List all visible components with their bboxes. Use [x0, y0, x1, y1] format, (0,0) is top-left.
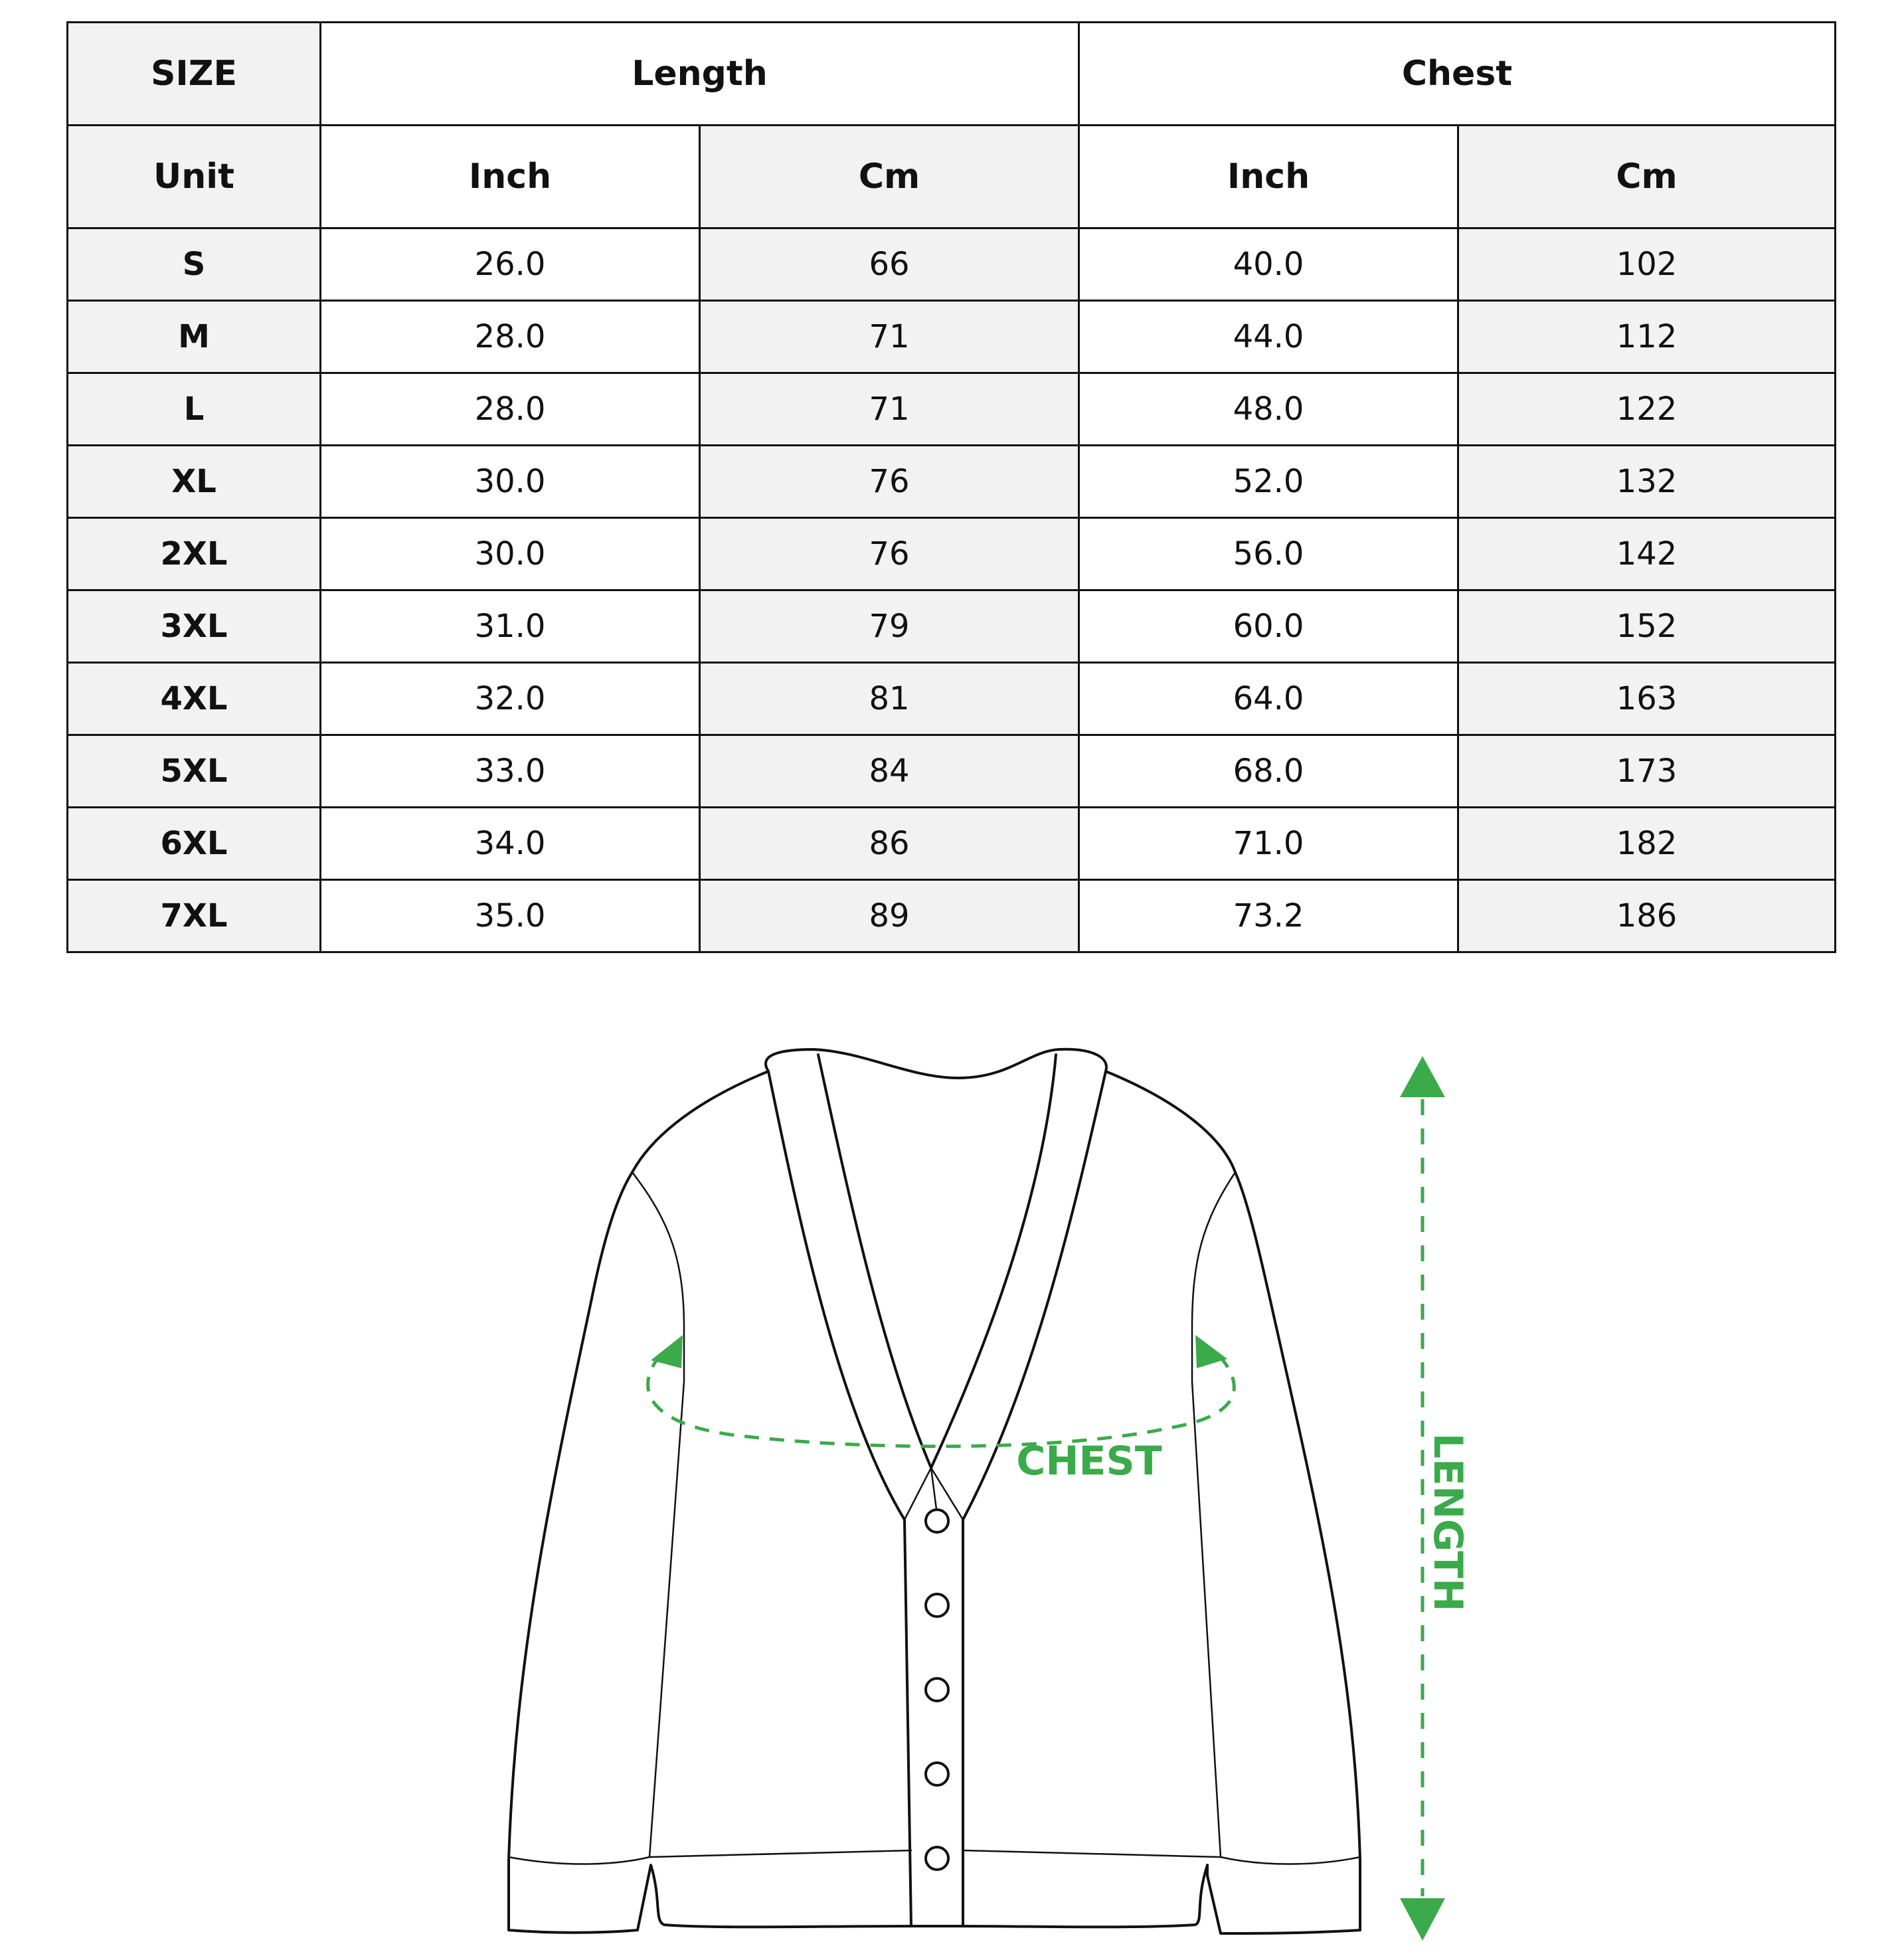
length-cm-cell: 71 [700, 301, 1079, 373]
chest-cm-header: Cm [1458, 126, 1836, 228]
table-row [68, 446, 1836, 518]
button [926, 1678, 948, 1701]
size-cell: M [68, 301, 321, 373]
size-chart-table [66, 21, 1836, 953]
length-inch-cell: 34.0 [321, 808, 700, 880]
length-inch-header: Inch [321, 126, 700, 228]
chest-cm-cell: 122 [1458, 373, 1836, 446]
chest-cm-cell: 112 [1458, 301, 1836, 373]
chest-cm-cell: 102 [1458, 228, 1836, 301]
placket-outer [768, 1071, 1106, 1926]
size-cell: 5XL [68, 735, 321, 808]
unit-header-row [68, 126, 1836, 228]
chest-inch-cell: 56.0 [1079, 518, 1458, 590]
size-cell: 3XL [68, 590, 321, 663]
right-cuff-line [1221, 1857, 1360, 1864]
table-row [68, 663, 1836, 735]
length-bottom-arrowhead [1400, 1898, 1445, 1941]
chest-inch-cell: 48.0 [1079, 373, 1458, 446]
chest-cm-cell: 186 [1458, 880, 1836, 952]
length-cm-cell: 81 [700, 663, 1079, 735]
button [926, 1763, 948, 1785]
chest-cm-cell: 182 [1458, 808, 1836, 880]
size-cell: 4XL [68, 663, 321, 735]
size-cell: S [68, 228, 321, 301]
length-inch-cell: 31.0 [321, 590, 700, 663]
table-row [68, 518, 1836, 590]
chest-cm-cell: 173 [1458, 735, 1836, 808]
chest-inch-cell: 71.0 [1079, 808, 1458, 880]
chest-cm-cell: 152 [1458, 590, 1836, 663]
left-cuff-line [509, 1857, 649, 1864]
size-cell: 6XL [68, 808, 321, 880]
table-row [68, 735, 1836, 808]
chest-inch-cell: 73.2 [1079, 880, 1458, 952]
size-header: SIZE [68, 23, 321, 126]
size-cell: 2XL [68, 518, 321, 590]
length-inch-cell: 32.0 [321, 663, 700, 735]
length-inch-cell: 30.0 [321, 518, 700, 590]
chest-right-arrowhead [1195, 1335, 1227, 1368]
size-cell: L [68, 373, 321, 446]
chest-cm-cell: 142 [1458, 518, 1836, 590]
length-inch-cell: 28.0 [321, 373, 700, 446]
button [926, 1510, 948, 1532]
length-inch-cell: 35.0 [321, 880, 700, 952]
right-armhole-seam [1192, 1172, 1235, 1857]
chest-dashed-arc [648, 1355, 1235, 1447]
table-row [68, 301, 1836, 373]
length-label: LENGTH [1425, 1433, 1471, 1612]
chest-inch-cell: 64.0 [1079, 663, 1458, 735]
length-cm-cell: 76 [700, 446, 1079, 518]
length-inch-cell: 33.0 [321, 735, 700, 808]
length-inch-cell: 26.0 [321, 228, 700, 301]
size-cell: XL [68, 446, 321, 518]
chest-label: CHEST [1016, 1438, 1162, 1484]
chest-inch-cell: 44.0 [1079, 301, 1458, 373]
length-cm-cell: 79 [700, 590, 1079, 663]
table-row [68, 373, 1836, 446]
chest-inch-cell: 60.0 [1079, 590, 1458, 663]
length-cm-cell: 66 [700, 228, 1079, 301]
chest-inch-cell: 68.0 [1079, 735, 1458, 808]
length-group-header: Length [321, 23, 1079, 126]
left-armhole-seam [632, 1172, 684, 1857]
cardigan-diagram [0, 983, 1900, 1960]
chest-inch-cell: 52.0 [1079, 446, 1458, 518]
chest-measurement [648, 1355, 1235, 1447]
button [926, 1847, 948, 1870]
chest-inch-cell: 40.0 [1079, 228, 1458, 301]
chest-group-header: Chest [1079, 23, 1836, 126]
length-cm-header: Cm [700, 126, 1079, 228]
length-cm-cell: 71 [700, 373, 1079, 446]
length-top-arrowhead [1400, 1056, 1445, 1097]
size-cell: 7XL [68, 880, 321, 952]
length-cm-cell: 76 [700, 518, 1079, 590]
length-cm-cell: 86 [700, 808, 1079, 880]
length-cm-cell: 89 [700, 880, 1079, 952]
table-row [68, 880, 1836, 952]
length-inch-cell: 30.0 [321, 446, 700, 518]
chest-cm-cell: 163 [1458, 663, 1836, 735]
chest-cm-cell: 132 [1458, 446, 1836, 518]
unit-header: Unit [68, 126, 321, 228]
chest-inch-header: Inch [1079, 126, 1458, 228]
length-inch-cell: 28.0 [321, 301, 700, 373]
button [926, 1594, 948, 1617]
table-row [68, 228, 1836, 301]
group-header-row [68, 23, 1836, 126]
length-cm-cell: 84 [700, 735, 1079, 808]
table-row [68, 590, 1836, 663]
table-row [68, 808, 1836, 880]
